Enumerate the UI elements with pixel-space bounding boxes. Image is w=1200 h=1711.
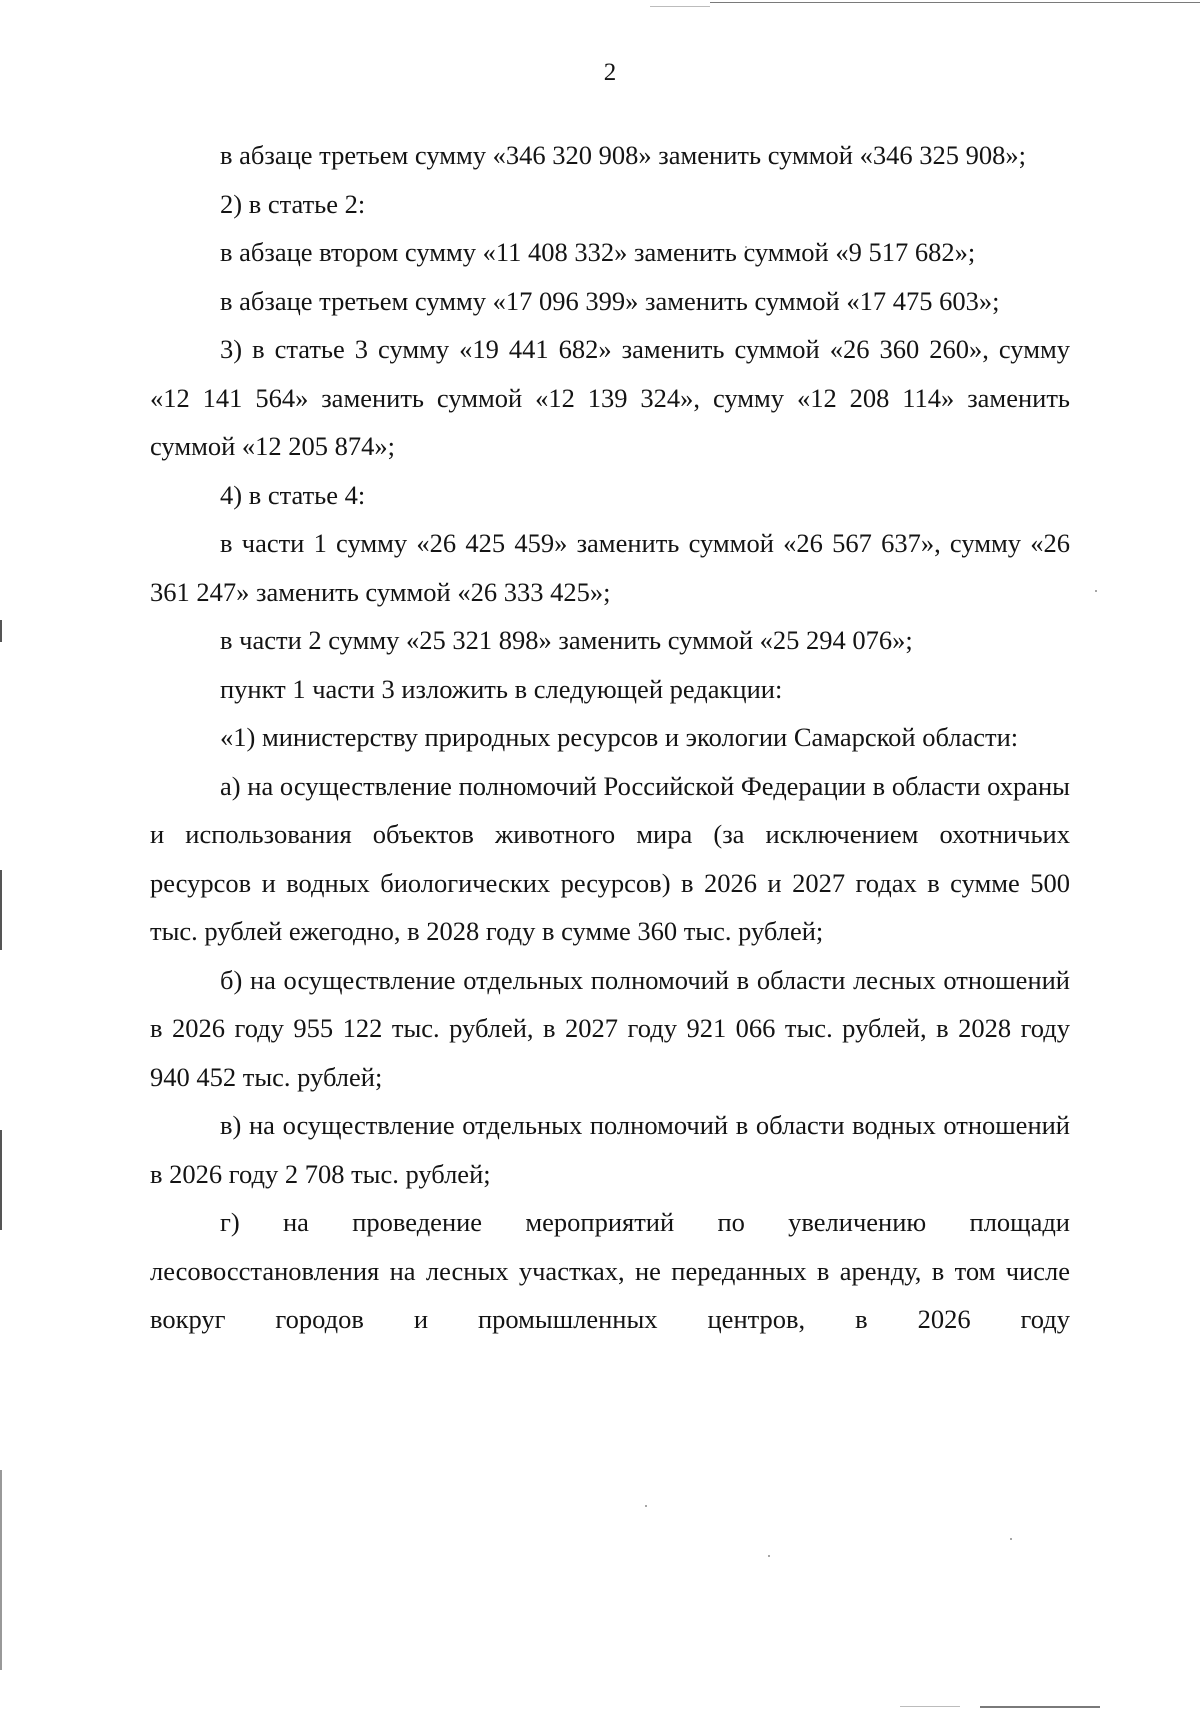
scan-mark-top-short — [650, 6, 710, 7]
page-number: 2 — [603, 59, 617, 86]
paragraph: а) на осуществление полномочий Российской Федерации в области охраны и использования объектов животного мира (за исключением охотничьих ресурсов и водных биологических ресурсов) в 2026 и 2027 годах в сумме 500 тыс. рублей ежегодно, в 2028 году в сумме 360 тыс. рублей; — [150, 770, 1070, 946]
paragraph: 4) в статье 4: — [220, 479, 366, 510]
paragraph: в части 1 сумму «26 425 459» заменить суммой «26 567 637», сумму «26 361 247» заменить суммой «26 333 425»; — [150, 528, 1070, 607]
paragraph: в абзаце втором сумму «11 408 332» заменить суммой «9 517 682»; — [220, 237, 976, 267]
scan-left-edge-1 — [0, 620, 2, 642]
paragraph: «1) министерству природных ресурсов и экологии Самарской области: — [220, 722, 1019, 752]
paragraph: 2) в статье 2: — [220, 188, 366, 219]
scan-mark-top — [710, 2, 1200, 3]
paragraph: в) на осуществление отдельных полномочий в области водных отношений в 2026 году 2 708 тыс. рублей; — [150, 1110, 1070, 1189]
scan-speck — [1095, 590, 1097, 592]
paragraph: в части 2 сумму «25 321 898» заменить суммой «25 294 076»; — [220, 625, 913, 655]
paragraph: в абзаце третьем сумму «346 320 908» заменить суммой «346 325 908»; — [220, 140, 1026, 170]
scan-speck — [768, 1555, 770, 1557]
paragraph: б) на осуществление отдельных полномочий в области лесных отношений в 2026 году 955 122 тыс. рублей, в 2027 году 921 066 тыс. рублей, в 2028 году 940 452 тыс. рублей; — [150, 964, 1070, 1092]
scan-speck — [645, 1505, 647, 1507]
scan-left-edge-3 — [0, 1130, 2, 1230]
scan-mark-bottom-2 — [900, 1706, 960, 1707]
scan-left-edge-2 — [0, 870, 2, 950]
scan-mark-bottom — [980, 1706, 1100, 1708]
scan-speck — [1010, 1538, 1012, 1540]
paragraph: пункт 1 части 3 изложить в следующей редакции: — [220, 673, 783, 704]
document-body — [150, 131, 1070, 1344]
paragraph: 3) в статье 3 сумму «19 441 682» заменить суммой «26 360 260», сумму «12 141 564» заменить суммой «12 139 324», сумму «12 208 114» заменить суммой «12 205 874»; — [150, 334, 1070, 461]
paragraph: г) на проведение мероприятий по увеличению площади лесовосстановления на лесных участках, не переданных в аренду, в том числе вокруг городов и промышленных центров, в 2026 году — [150, 1207, 1070, 1334]
scan-left-edge-4 — [0, 1470, 2, 1670]
paragraph: в абзаце третьем сумму «17 096 399» заменить суммой «17 475 603»; — [220, 285, 1000, 316]
